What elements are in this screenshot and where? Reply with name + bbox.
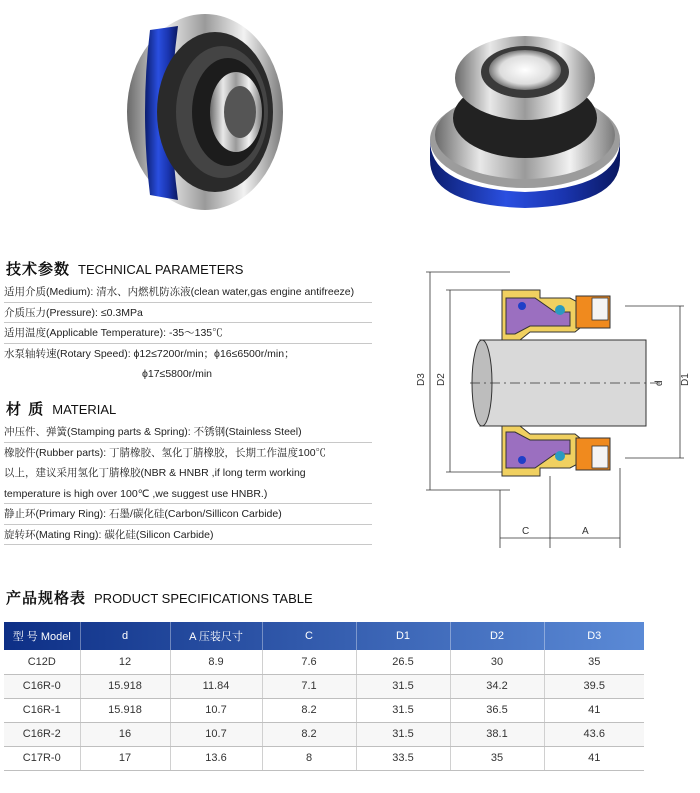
table-cell: C16R-2 — [4, 722, 80, 746]
table-cell: 34.2 — [450, 674, 544, 698]
label-d1: D1 — [680, 373, 691, 386]
spec-table-title — [6, 587, 313, 608]
material-row: 橡胶件(Rubber parts): 丁腈橡胶、氢化丁腈橡胶，长期工作温度100℃ — [4, 446, 327, 459]
table-cell: 39.5 — [544, 674, 644, 698]
seal-cross-section-diagram — [410, 268, 692, 550]
table-row — [4, 650, 644, 674]
table-cell: 7.6 — [262, 650, 356, 674]
table-cell: 38.1 — [450, 722, 544, 746]
seal-photo-side — [127, 14, 283, 210]
table-cell: 26.5 — [356, 650, 450, 674]
table-cell: 15.918 — [80, 698, 170, 722]
table-cell: 13.6 — [170, 746, 262, 770]
table-body — [4, 650, 644, 770]
title-cn: 材 质 — [6, 400, 45, 418]
table-cell: 31.5 — [356, 722, 450, 746]
table-cell: 7.1 — [262, 674, 356, 698]
table-cell: 8.9 — [170, 650, 262, 674]
material-row: temperature is high over 100℃ ,we suggest use HNBR.) — [4, 484, 372, 505]
table-cell: 10.7 — [170, 722, 262, 746]
table-header-cell: 型 号 Model — [4, 622, 80, 650]
label-c: C — [522, 526, 530, 537]
table-header-cell: d — [80, 622, 170, 650]
param-row: ϕ17≤5800r/min — [142, 368, 213, 380]
label-a: A — [582, 526, 589, 537]
param-row: 适用温度(Applicable Temperature): -35～135℃ — [4, 323, 372, 344]
table-cell: 12 — [80, 650, 170, 674]
table-cell: 43.6 — [544, 722, 644, 746]
table-header-cell: D2 — [450, 622, 544, 650]
table-header-cell: D3 — [587, 630, 602, 642]
table-cell: 35 — [544, 650, 644, 674]
table-cell: 8 — [262, 746, 356, 770]
title-en: MATERIAL — [52, 402, 117, 417]
technical-parameters-title — [6, 258, 243, 279]
table-cell: C12D — [4, 650, 80, 674]
material-row: 以上，建议采用氢化丁腈橡胶(NBR & HNBR ,if long term working — [4, 467, 306, 479]
table-cell: 31.5 — [356, 698, 450, 722]
technical-parameters-list — [4, 282, 372, 385]
table-cell: 41 — [544, 746, 644, 770]
table-cell: C16R-0 — [4, 674, 80, 698]
table-cell: 11.84 — [170, 674, 262, 698]
product-specifications-table — [4, 622, 644, 771]
param-row: 介质压力(Pressure): ≤0.3MPa — [4, 303, 372, 324]
title-en: TECHNICAL PARAMETERS — [78, 262, 244, 277]
table-header-cell: C — [262, 622, 356, 650]
label-d2: D2 — [436, 373, 447, 386]
material-row: 静止环(Primary Ring): 石墨/碳化硅(Carbon/Sillicon Carbide) — [4, 504, 372, 525]
param-row: 适用介质(Medium): 清水、内燃机防冻液(clean water,gas engine antifreeze) — [4, 282, 372, 303]
table-cell: 16 — [80, 722, 170, 746]
seal-photo-top — [430, 36, 620, 208]
material-row: 旋转环(Mating Ring): 碳化硅(Silicon Carbide) — [4, 525, 372, 546]
table-row — [4, 674, 644, 698]
table-header-cell: A 压装尺寸 — [170, 622, 262, 650]
table-cell: 10.7 — [170, 698, 262, 722]
table-cell: 35 — [450, 746, 544, 770]
title-en: PRODUCT SPECIFICATIONS TABLE — [94, 591, 313, 606]
table-header-cell: D1 — [356, 622, 450, 650]
table-row — [4, 746, 644, 770]
material-title — [6, 398, 116, 419]
label-d3: D3 — [416, 373, 427, 386]
product-photos — [0, 0, 700, 235]
title-cn: 技术参数 — [6, 260, 71, 278]
table-header-row — [4, 622, 644, 650]
table-cell: C16R-1 — [4, 698, 80, 722]
table-cell: C17R-0 — [4, 746, 80, 770]
param-row: 水泵轴转速(Rotary Speed): ϕ12≤7200r/min；ϕ16≤6500r/min； — [4, 347, 295, 360]
table-cell: 8.2 — [262, 698, 356, 722]
table-cell: 41 — [544, 698, 644, 722]
table-cell: 17 — [80, 746, 170, 770]
table-cell: 33.5 — [356, 746, 450, 770]
material-row: 冲压件、弹簧(Stamping parts & Spring): 不锈钢(Stainless Steel) — [4, 422, 372, 443]
table-row — [4, 698, 644, 722]
title-cn: 产品规格表 — [6, 589, 87, 607]
table-cell: 8.2 — [262, 722, 356, 746]
table-cell: 15.918 — [80, 674, 170, 698]
table-cell: 36.5 — [450, 698, 544, 722]
table-row — [4, 722, 644, 746]
table-cell: 31.5 — [356, 674, 450, 698]
label-d: d — [654, 380, 665, 386]
table-cell: 30 — [450, 650, 544, 674]
material-list — [4, 422, 372, 545]
